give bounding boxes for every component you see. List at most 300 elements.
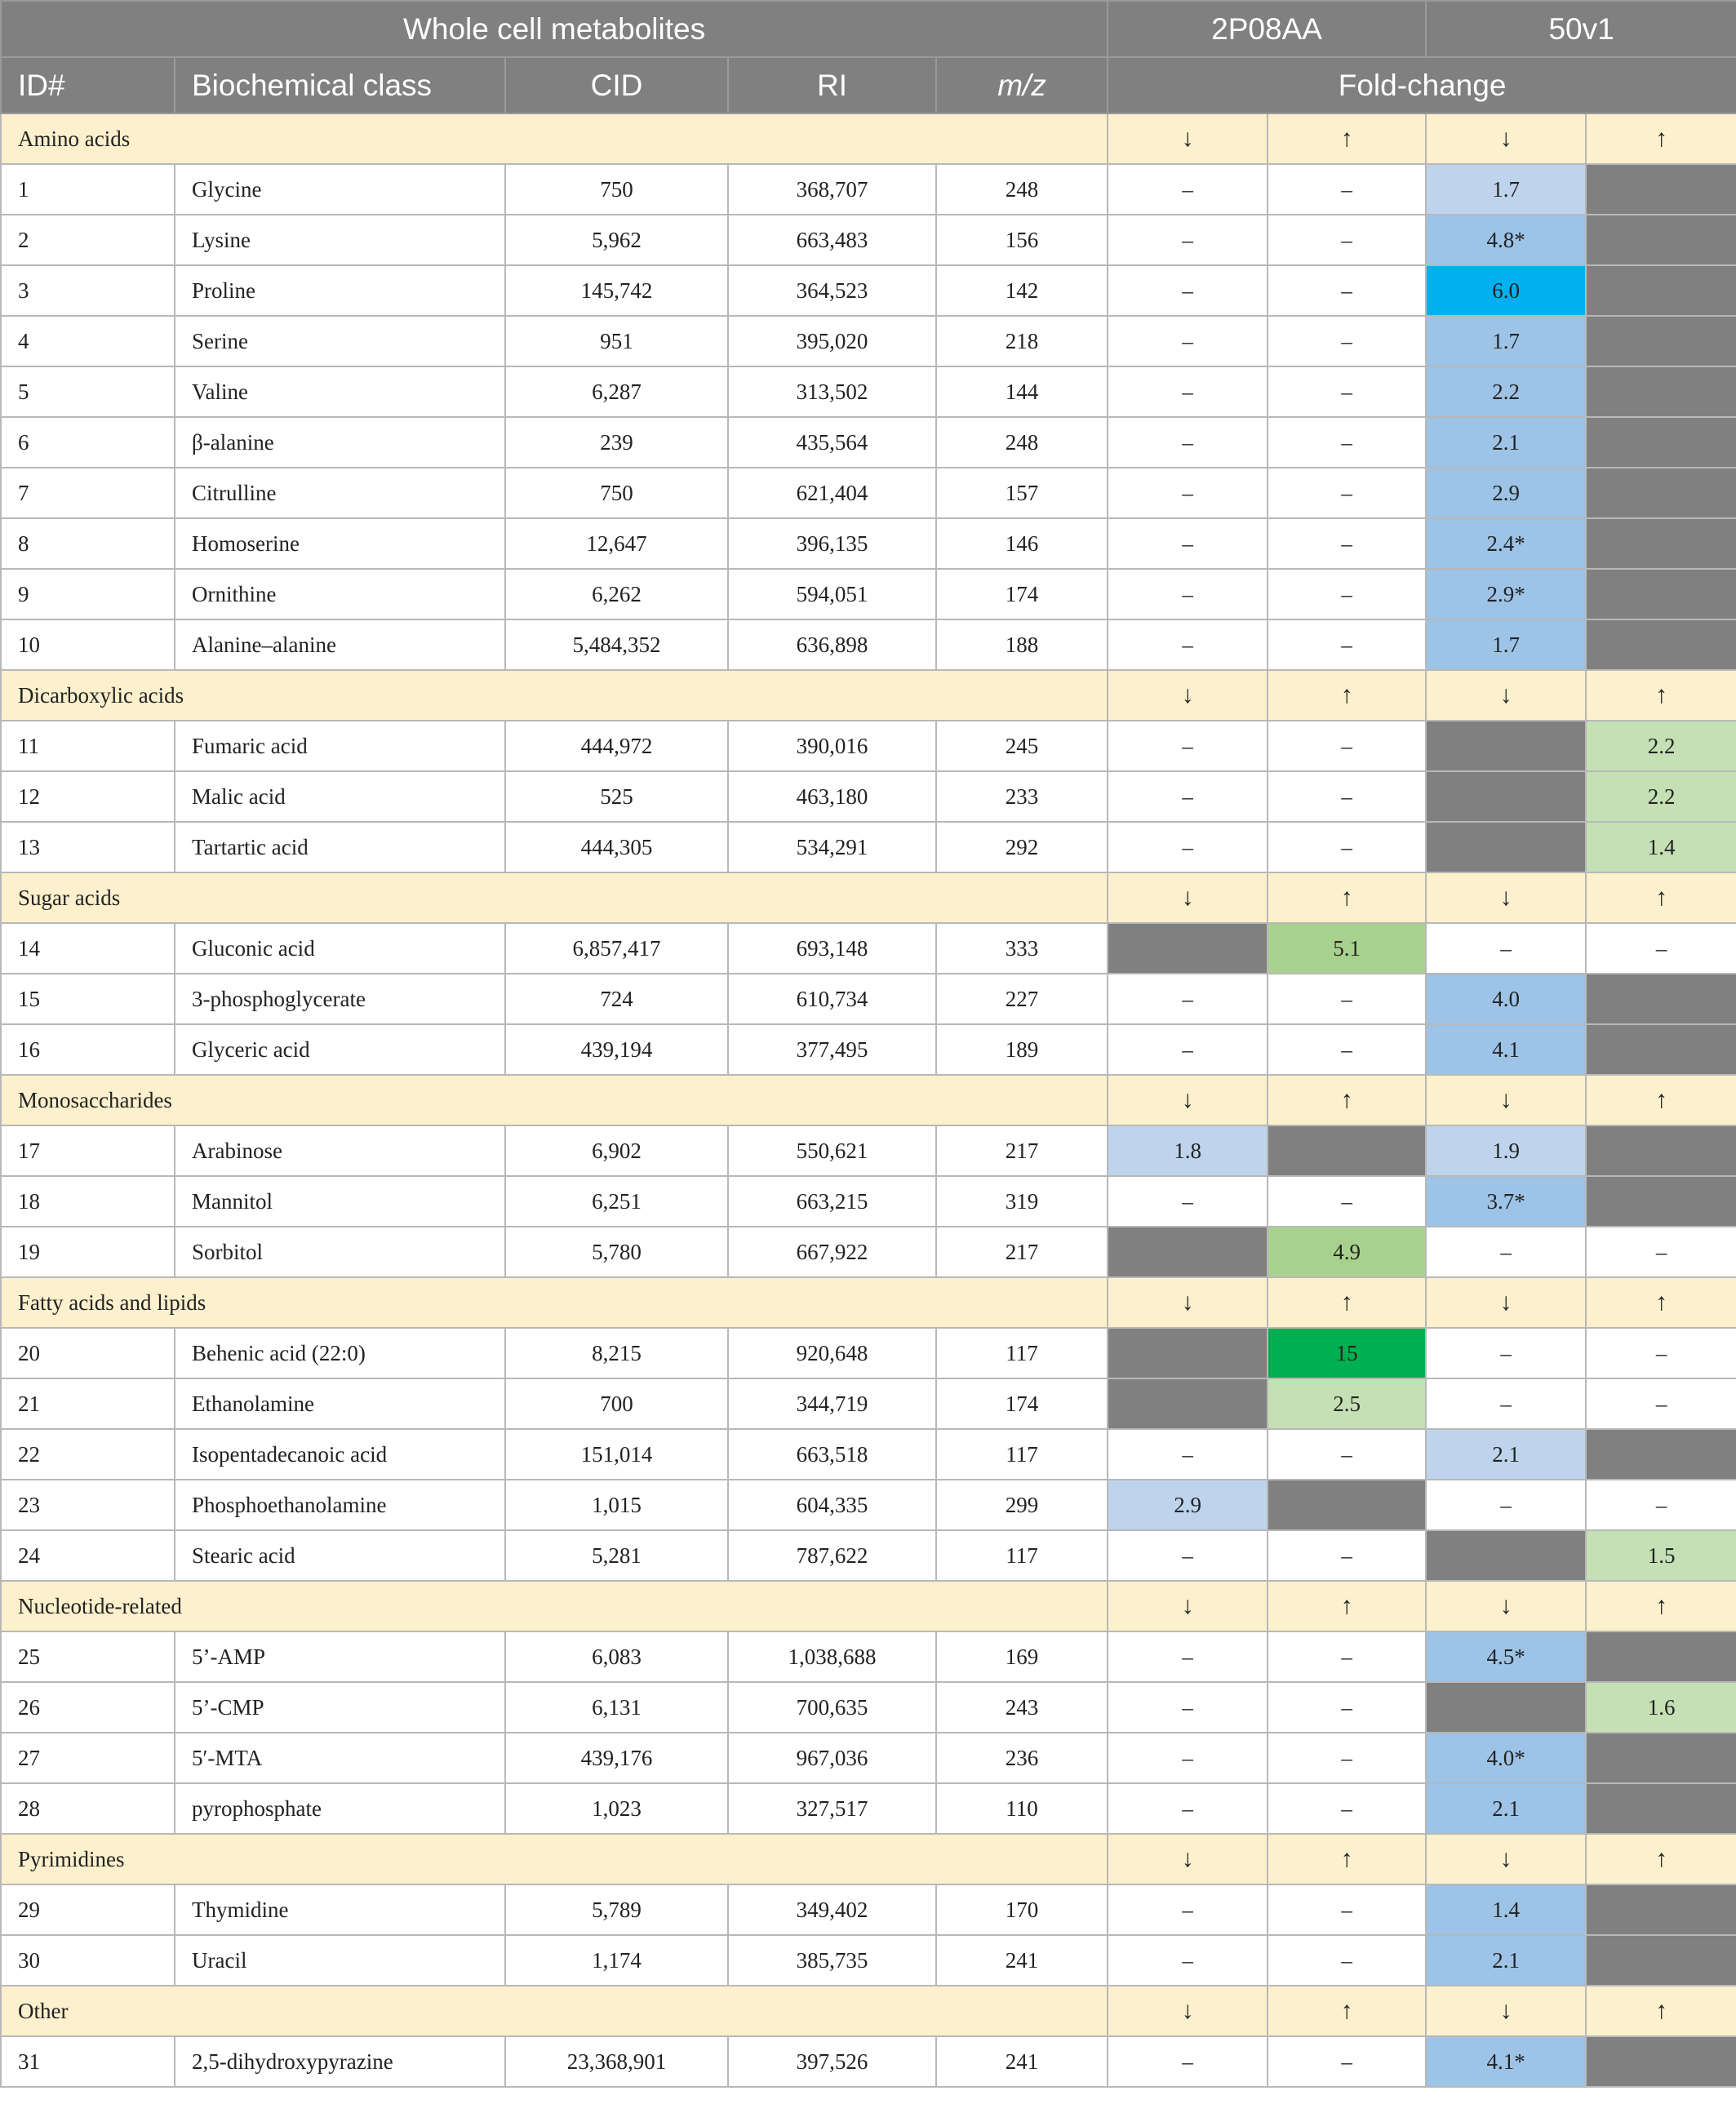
cell-fold-change: – [1268,366,1426,417]
cell-fold-change: – [1108,1176,1268,1227]
cell-ri: 550,621 [728,1125,936,1176]
cell-fold-change [1108,923,1268,974]
cell-fold-change: – [1268,2036,1426,2087]
group-label: Monosaccharides [1,1075,1108,1125]
cell-metabolite-name: Gluconic acid [175,923,505,974]
cell-mz: 248 [936,164,1108,215]
cell-cid: 23,368,901 [505,2036,728,2087]
cell-ri: 636,898 [728,619,936,670]
cell-fold-change: 2.9 [1426,468,1586,518]
cell-id: 11 [1,721,175,771]
cell-id: 22 [1,1429,175,1480]
cell-mz: 156 [936,215,1108,265]
cell-mz: 117 [936,1429,1108,1480]
cell-cid: 750 [505,164,728,215]
cell-mz: 292 [936,822,1108,872]
cell-fold-change: – [1108,721,1268,771]
cell-mz: 233 [936,771,1108,822]
cell-fold-change: – [1108,2036,1268,2087]
group-label: Nucleotide-related [1,1581,1108,1631]
table-row [1,1378,1736,1429]
cell-fold-change [1586,518,1736,569]
cell-fold-change: – [1108,771,1268,822]
cell-fold-change: – [1108,1682,1268,1733]
cell-metabolite-name: Uracil [175,1935,505,1986]
cell-metabolite-name: Ethanolamine [175,1378,505,1429]
cell-id: 1 [1,164,175,215]
col-header-ri: RI [728,57,936,113]
cell-mz: 241 [936,1935,1108,1986]
cell-fold-change [1586,1429,1736,1480]
cell-fold-change [1426,822,1586,872]
group-header-row [1,670,1736,721]
table-row [1,417,1736,468]
cell-fold-change [1586,316,1736,366]
cell-ri: 594,051 [728,569,936,619]
cell-ri: 920,648 [728,1328,936,1378]
cell-cid: 239 [505,417,728,468]
header-row-top [1,1,1736,57]
cell-metabolite-name: Serine [175,316,505,366]
cell-fold-change: – [1108,366,1268,417]
cell-fold-change: 2.9 [1108,1480,1268,1530]
table-row [1,923,1736,974]
cell-id: 4 [1,316,175,366]
cell-cid: 1,023 [505,1783,728,1834]
group-header-row [1,1581,1736,1631]
cell-ri: 395,020 [728,316,936,366]
table-row [1,1884,1736,1935]
table-body [1,113,1736,2087]
group-label: Sugar acids [1,872,1108,923]
cell-fold-change: 4.8* [1426,215,1586,265]
cell-ri: 1,038,688 [728,1631,936,1682]
cell-ri: 610,734 [728,974,936,1024]
cell-fold-change: – [1268,1884,1426,1935]
cell-fold-change: 2.4* [1426,518,1586,569]
cell-id: 8 [1,518,175,569]
arrow-up-icon: ↑ [1586,1581,1736,1631]
cell-fold-change: 3.7* [1426,1176,1586,1227]
cell-ri: 313,502 [728,366,936,417]
cell-mz: 188 [936,619,1108,670]
cell-metabolite-name: Phosphoethanolamine [175,1480,505,1530]
cell-fold-change: – [1586,1328,1736,1378]
cell-fold-change: 1.8 [1108,1125,1268,1176]
arrow-up-icon: ↑ [1586,1986,1736,2036]
table-row [1,468,1736,518]
cell-fold-change [1586,215,1736,265]
cell-fold-change [1586,1783,1736,1834]
cell-fold-change [1426,1682,1586,1733]
cell-fold-change: 1.7 [1426,316,1586,366]
cell-id: 3 [1,265,175,316]
cell-fold-change [1108,1378,1268,1429]
table-row [1,1176,1736,1227]
cell-fold-change: – [1268,619,1426,670]
group-header-row [1,1277,1736,1328]
group-header-row [1,113,1736,164]
cell-mz: 217 [936,1227,1108,1277]
cell-fold-change [1108,1328,1268,1378]
cell-id: 27 [1,1733,175,1783]
cell-ri: 534,291 [728,822,936,872]
cell-mz: 243 [936,1682,1108,1733]
cell-fold-change: 4.1* [1426,2036,1586,2087]
arrow-up-icon: ↑ [1268,872,1426,923]
group-label: Fatty acids and lipids [1,1277,1108,1328]
table-row [1,1631,1736,1682]
cell-metabolite-name: Behenic acid (22:0) [175,1328,505,1378]
cell-id: 31 [1,2036,175,2087]
cell-ri: 435,564 [728,417,936,468]
cell-metabolite-name: 5′-MTA [175,1733,505,1783]
cell-fold-change: – [1108,1783,1268,1834]
cell-fold-change: 1.7 [1426,619,1586,670]
cell-fold-change: – [1586,923,1736,974]
cell-fold-change: – [1268,468,1426,518]
cell-fold-change: 4.5* [1426,1631,1586,1682]
cell-mz: 169 [936,1631,1108,1682]
cell-fold-change: – [1268,1530,1426,1581]
arrow-up-icon: ↑ [1268,1834,1426,1884]
cell-fold-change: – [1268,1429,1426,1480]
arrow-up-icon: ↑ [1586,1277,1736,1328]
cell-cid: 439,194 [505,1024,728,1075]
table-row [1,316,1736,366]
cell-ri: 390,016 [728,721,936,771]
table-row [1,974,1736,1024]
cell-mz: 174 [936,1378,1108,1429]
cell-ri: 621,404 [728,468,936,518]
cell-fold-change: 1.6 [1586,1682,1736,1733]
table-row [1,1935,1736,1986]
arrow-down-icon: ↓ [1108,1986,1268,2036]
cell-id: 2 [1,215,175,265]
arrow-down-icon: ↓ [1426,1986,1586,2036]
arrow-down-icon: ↓ [1426,872,1586,923]
cell-fold-change [1268,1480,1426,1530]
cell-fold-change: 4.0* [1426,1733,1586,1783]
cell-cid: 6,083 [505,1631,728,1682]
cell-fold-change: – [1268,721,1426,771]
cell-metabolite-name: Lysine [175,215,505,265]
cell-fold-change: 15 [1268,1328,1426,1378]
cell-fold-change: 2.1 [1426,1935,1586,1986]
cell-id: 7 [1,468,175,518]
cell-cid: 5,780 [505,1227,728,1277]
cell-fold-change: – [1426,1328,1586,1378]
arrow-down-icon: ↓ [1426,1581,1586,1631]
cell-fold-change: – [1268,1024,1426,1075]
cell-mz: 189 [936,1024,1108,1075]
cell-fold-change: – [1268,771,1426,822]
cell-fold-change: – [1268,518,1426,569]
cell-ri: 967,036 [728,1733,936,1783]
cell-metabolite-name: 5’-CMP [175,1682,505,1733]
cell-fold-change: 2.5 [1268,1378,1426,1429]
arrow-up-icon: ↑ [1586,113,1736,164]
cell-mz: 174 [936,569,1108,619]
cell-mz: 218 [936,316,1108,366]
cell-fold-change: – [1268,1682,1426,1733]
cell-fold-change: – [1268,1783,1426,1834]
cell-cid: 6,131 [505,1682,728,1733]
arrow-up-icon: ↑ [1268,670,1426,721]
cell-fold-change: – [1108,215,1268,265]
cell-id: 23 [1,1480,175,1530]
cell-mz: 241 [936,2036,1108,2087]
cell-fold-change [1586,1176,1736,1227]
table-row [1,215,1736,265]
group-label: Amino acids [1,113,1108,164]
cell-metabolite-name: Fumaric acid [175,721,505,771]
cell-fold-change [1586,1884,1736,1935]
table-row [1,164,1736,215]
cell-fold-change: 1.4 [1586,822,1736,872]
cell-cid: 6,262 [505,569,728,619]
cell-id: 17 [1,1125,175,1176]
cell-metabolite-name: Ornithine [175,569,505,619]
cell-fold-change [1586,1733,1736,1783]
cell-fold-change: – [1586,1378,1736,1429]
cell-id: 13 [1,822,175,872]
table-row [1,1733,1736,1783]
cell-fold-change: – [1268,265,1426,316]
cell-fold-change: – [1268,316,1426,366]
table-row [1,1480,1736,1530]
cell-fold-change: 4.9 [1268,1227,1426,1277]
arrow-down-icon: ↓ [1426,113,1586,164]
table-row [1,569,1736,619]
arrow-down-icon: ↓ [1108,1277,1268,1328]
col-header-mz-text: m/z [997,68,1046,102]
cell-fold-change: 2.1 [1426,1429,1586,1480]
cell-metabolite-name: Thymidine [175,1884,505,1935]
col-header-cid: CID [505,57,728,113]
cell-fold-change: 1.7 [1426,164,1586,215]
cell-metabolite-name: 5’-AMP [175,1631,505,1682]
cell-fold-change: – [1268,417,1426,468]
cell-cid: 444,972 [505,721,728,771]
cell-id: 14 [1,923,175,974]
cell-fold-change: – [1426,1378,1586,1429]
cell-ri: 344,719 [728,1378,936,1429]
cell-mz: 144 [936,366,1108,417]
cell-cid: 5,962 [505,215,728,265]
cell-fold-change: 4.0 [1426,974,1586,1024]
cell-fold-change [1426,771,1586,822]
cell-fold-change: 1.4 [1426,1884,1586,1935]
cell-fold-change: – [1268,1176,1426,1227]
cell-fold-change: – [1108,1631,1268,1682]
cell-fold-change: – [1108,518,1268,569]
cell-fold-change: – [1108,1733,1268,1783]
cell-fold-change: – [1108,822,1268,872]
table-row [1,1024,1736,1075]
cell-fold-change [1586,1024,1736,1075]
cell-id: 10 [1,619,175,670]
cell-ri: 349,402 [728,1884,936,1935]
table-row [1,366,1736,417]
cell-ri: 787,622 [728,1530,936,1581]
table-row [1,1227,1736,1277]
cell-mz: 333 [936,923,1108,974]
cell-fold-change: 2.2 [1586,771,1736,822]
cell-fold-change [1586,2036,1736,2087]
cell-metabolite-name: Arabinose [175,1125,505,1176]
cell-fold-change: – [1268,215,1426,265]
cell-mz: 236 [936,1733,1108,1783]
cell-metabolite-name: pyrophosphate [175,1783,505,1834]
cell-metabolite-name: Alanine–alanine [175,619,505,670]
cell-mz: 146 [936,518,1108,569]
cell-cid: 439,176 [505,1733,728,1783]
arrow-up-icon: ↑ [1586,670,1736,721]
cell-fold-change: 2.1 [1426,417,1586,468]
cell-fold-change [1268,1125,1426,1176]
cell-cid: 5,281 [505,1530,728,1581]
cell-mz: 110 [936,1783,1108,1834]
cell-metabolite-name: 2,5-dihydroxypyrazine [175,2036,505,2087]
arrow-down-icon: ↓ [1426,1834,1586,1884]
cell-ri: 700,635 [728,1682,936,1733]
cell-cid: 1,174 [505,1935,728,1986]
cell-id: 29 [1,1884,175,1935]
cell-fold-change [1586,164,1736,215]
cell-metabolite-name: Proline [175,265,505,316]
cell-id: 25 [1,1631,175,1682]
cell-cid: 444,305 [505,822,728,872]
cell-fold-change [1586,619,1736,670]
cell-fold-change: – [1108,1429,1268,1480]
cell-id: 30 [1,1935,175,1986]
table-row [1,619,1736,670]
cell-metabolite-name: Glycine [175,164,505,215]
arrow-down-icon: ↓ [1108,872,1268,923]
cell-metabolite-name: Citrulline [175,468,505,518]
arrow-up-icon: ↑ [1268,113,1426,164]
strain-a-header: 2P08AA [1108,1,1426,57]
cell-id: 20 [1,1328,175,1378]
cell-fold-change: – [1108,619,1268,670]
cell-cid: 6,902 [505,1125,728,1176]
cell-metabolite-name: Malic acid [175,771,505,822]
cell-fold-change [1586,1935,1736,1986]
cell-metabolite-name: Stearic acid [175,1530,505,1581]
cell-fold-change: – [1108,1024,1268,1075]
cell-metabolite-name: 3-phosphoglycerate [175,974,505,1024]
table-row [1,721,1736,771]
strain-b-header: 50v1 [1426,1,1736,57]
table-row [1,2036,1736,2087]
cell-fold-change: – [1268,164,1426,215]
arrow-up-icon: ↑ [1268,1075,1426,1125]
cell-fold-change [1586,265,1736,316]
cell-fold-change: – [1108,1935,1268,1986]
cell-fold-change [1586,417,1736,468]
col-header-mz [936,57,1108,113]
arrow-down-icon: ↓ [1426,1075,1586,1125]
col-header-class: Biochemical class [175,57,505,113]
cell-fold-change [1586,1631,1736,1682]
cell-cid: 145,742 [505,265,728,316]
cell-fold-change: – [1586,1480,1736,1530]
table-row [1,1783,1736,1834]
cell-ri: 396,135 [728,518,936,569]
cell-fold-change [1586,366,1736,417]
cell-ri: 364,523 [728,265,936,316]
table-row [1,771,1736,822]
cell-fold-change: – [1268,1733,1426,1783]
cell-fold-change: – [1108,316,1268,366]
cell-metabolite-name: Sorbitol [175,1227,505,1277]
cell-mz: 245 [936,721,1108,771]
cell-fold-change: – [1268,1935,1426,1986]
table-row [1,1682,1736,1733]
cell-fold-change: 2.2 [1426,366,1586,417]
group-header-row [1,1834,1736,1884]
arrow-up-icon: ↑ [1586,1075,1736,1125]
cell-fold-change: – [1108,1884,1268,1935]
cell-id: 15 [1,974,175,1024]
cell-mz: 248 [936,417,1108,468]
group-header-row [1,1075,1736,1125]
group-label: Pyrimidines [1,1834,1108,1884]
cell-id: 21 [1,1378,175,1429]
cell-id: 28 [1,1783,175,1834]
cell-fold-change: – [1268,569,1426,619]
group-label: Other [1,1986,1108,2036]
cell-fold-change: – [1108,417,1268,468]
cell-fold-change: 2.2 [1586,721,1736,771]
cell-fold-change: – [1426,1227,1586,1277]
cell-fold-change [1108,1227,1268,1277]
cell-ri: 663,215 [728,1176,936,1227]
cell-metabolite-name: Valine [175,366,505,417]
col-header-id: ID# [1,57,175,113]
cell-fold-change: 5.1 [1268,923,1426,974]
cell-cid: 1,015 [505,1480,728,1530]
cell-fold-change [1586,1125,1736,1176]
cell-id: 26 [1,1682,175,1733]
group-label: Dicarboxylic acids [1,670,1108,721]
cell-fold-change: 4.1 [1426,1024,1586,1075]
cell-ri: 463,180 [728,771,936,822]
cell-fold-change [1586,468,1736,518]
cell-cid: 525 [505,771,728,822]
cell-fold-change: – [1108,468,1268,518]
cell-ri: 327,517 [728,1783,936,1834]
arrow-down-icon: ↓ [1108,1075,1268,1125]
cell-mz: 117 [936,1328,1108,1378]
group-header-row [1,872,1736,923]
cell-cid: 750 [505,468,728,518]
cell-mz: 319 [936,1176,1108,1227]
table-row [1,265,1736,316]
cell-mz: 170 [936,1884,1108,1935]
arrow-up-icon: ↑ [1268,1986,1426,2036]
table-row [1,1429,1736,1480]
cell-ri: 368,707 [728,164,936,215]
cell-fold-change: – [1108,265,1268,316]
cell-fold-change: – [1108,164,1268,215]
cell-mz: 117 [936,1530,1108,1581]
table-row [1,518,1736,569]
table-row [1,822,1736,872]
cell-id: 24 [1,1530,175,1581]
cell-fold-change: 1.5 [1586,1530,1736,1581]
